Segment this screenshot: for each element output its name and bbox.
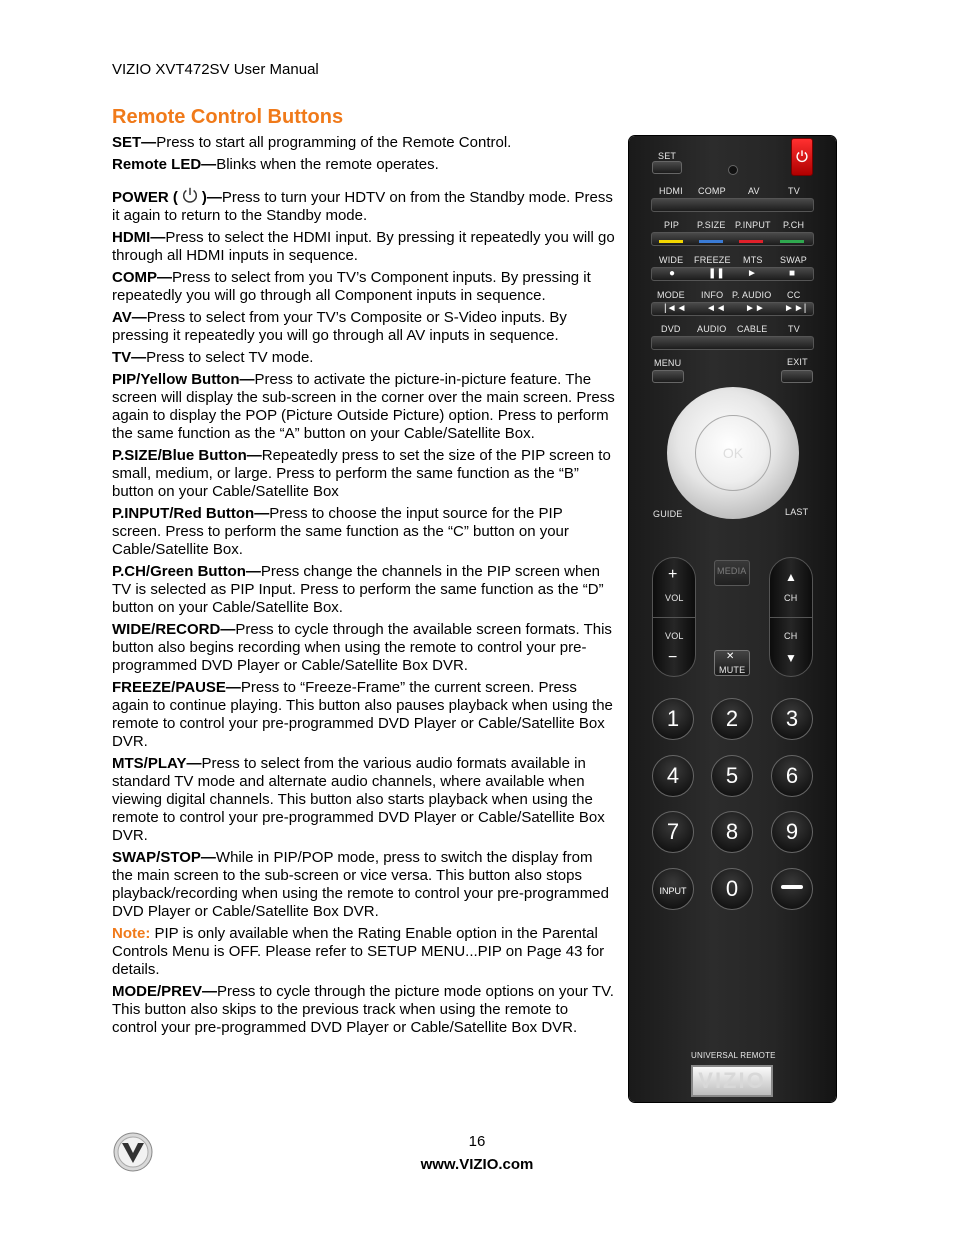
media-button: [714, 560, 750, 586]
menu-label: MENU: [654, 358, 682, 368]
pip-label: PIP: [664, 220, 680, 230]
cc-label: CC: [787, 290, 801, 300]
tv-mode-label: TV: [788, 324, 800, 334]
record-icon: ●: [669, 268, 676, 279]
input-button: [652, 868, 694, 910]
blue-stripe: [699, 240, 723, 243]
item-psize: P.SIZE/Blue Button—Repeatedly press to set the size of the PIP screen to small, medium, or large. Press to perform the same function as the “B” button on your Cable/Satellite Box: [112, 447, 611, 500]
menu-button: [652, 370, 684, 383]
ok-button: OK: [695, 415, 771, 491]
item-mts: MTS/PLAY—Press to select from the various audio formats available in standard TV mode and alternate audio channels, where available when viewing digital channels. This button also starts playback when using the remote to control your pre-programmed DVD Player or Cable/Satellite Box DVR.: [112, 755, 605, 844]
pch-label: P.CH: [783, 220, 805, 230]
note: Note: PIP is only available when the Rating Enable option in the Parental Controls Menu is OFF. Please refer to SETUP MENU...PIP on Page 43 for details.: [112, 925, 605, 978]
digit-7-button: 7: [652, 811, 694, 853]
item-pip: PIP/Yellow Button—Press to activate the picture-in-picture feature. The screen will display the sub-screen in the corner over the main screen. Press again to display the POP (Picture Outside Picture) option. Press to perform the same function as the “A” button on your Cable/Satellite Box.: [112, 371, 615, 442]
audio-label: AUDIO: [697, 324, 727, 334]
directional-pad: [667, 387, 799, 519]
stop-icon: ■: [789, 268, 796, 279]
item-freeze: FREEZE/PAUSE—Press to “Freeze-Frame” the current screen. Press again to continue playing. This button also pauses playback when using the remote to control your pre-programmed DVD Player or Cable/Satellite Box DVR.: [112, 679, 613, 750]
wide-label: WIDE: [659, 255, 684, 265]
exit-button: [781, 370, 813, 383]
item-comp: COMP—Press to select from you TV’s Component inputs. By pressing it repeatedly you will go through all Component inputs in sequence.: [112, 269, 591, 304]
item-mode: MODE/PREV—Press to cycle through the picture mode options on your TV. This button also skips to the previous track when using the remote to control your pre-programmed DVD Player or Cable/Satellite Box DVR.: [112, 983, 614, 1036]
channel-up-icon: ▲: [785, 570, 797, 584]
vol-down-label: VOL: [665, 631, 684, 641]
item-pch: P.CH/Green Button—Press change the channels in the PIP screen when TV is selected as PIP Input. Press to perform the same function as the “D” button on your Cable/Satellite Box.: [112, 563, 604, 616]
digit-4-button: 4: [652, 755, 694, 797]
item-remote-led: Remote LED—Blinks when the remote operates.: [112, 156, 439, 173]
digit-6-button: 6: [771, 755, 813, 797]
guide-label: GUIDE: [653, 509, 683, 519]
power-button: [791, 138, 813, 176]
dvd-label: DVD: [661, 324, 681, 334]
volume-rocker: [652, 557, 696, 677]
footer-url: www.VIZIO.com: [420, 1156, 534, 1173]
volume-up-icon: +: [668, 566, 678, 583]
volume-down-icon: −: [668, 649, 678, 666]
next-icon: ►►|: [784, 303, 807, 314]
digit-2-button: 2: [711, 698, 753, 740]
fast-forward-icon: ►►: [745, 303, 765, 314]
set-button: [652, 161, 682, 174]
exit-label: EXIT: [787, 357, 808, 367]
mode-label: MODE: [657, 290, 685, 300]
rewind-icon: ◄◄: [706, 303, 726, 314]
remote-led: [728, 165, 738, 175]
vol-up-label: VOL: [665, 593, 684, 603]
channel-down-icon: ▼: [785, 651, 797, 665]
tv-label: TV: [788, 186, 800, 196]
item-power: POWER ( )—Press to turn your HDTV on from the Standby mode. Press it again to return to the Standby mode.: [112, 186, 615, 225]
digit-0-button: 0: [711, 868, 753, 910]
button-descriptions: [112, 134, 615, 1041]
dash-button: [771, 868, 813, 910]
pause-icon: ❚❚: [708, 268, 725, 279]
digit-1-button: 1: [652, 698, 694, 740]
device-buttons-bar: [651, 336, 814, 350]
last-label: LAST: [785, 507, 809, 517]
yellow-stripe: [659, 240, 683, 243]
red-stripe: [739, 240, 763, 243]
play-icon: ►: [747, 268, 757, 279]
ch-down-label: CH: [784, 631, 798, 641]
freeze-label: FREEZE: [694, 255, 731, 265]
item-tv: TV—Press to select TV mode.: [112, 349, 314, 366]
item-wide: WIDE/RECORD—Press to cycle through the available screen formats. This button also begins recording when using the remote to control your pre-programmed DVD Player or Cable/Satellite Box DVR.: [112, 621, 612, 674]
item-av: AV—Press to select from your TV’s Composite or S-Video inputs. By pressing it repeatedly you will go through all AV inputs in sequence.: [112, 309, 567, 344]
comp-label: COMP: [698, 186, 726, 196]
hdmi-label: HDMI: [659, 186, 683, 196]
item-swap: SWAP/STOP—While in PIP/POP mode, press to switch the display from the main screen to the sub-screen or vice versa. This button also stops playback/recording when using the remote to control your pre-programmed DVD Player or Cable/Satellite Box DVR.: [112, 849, 609, 920]
power-icon: [181, 186, 199, 204]
digit-5-button: 5: [711, 755, 753, 797]
input-buttons-bar: [651, 198, 814, 212]
digit-3-button: 3: [771, 698, 813, 740]
pip-buttons-bar: [651, 232, 814, 246]
power-icon: [795, 149, 809, 163]
pinput-label: P.INPUT: [735, 220, 771, 230]
item-pinput: P.INPUT/Red Button—Press to choose the input source for the PIP screen. Press to perform the same function as the “C” button on your Cable/Satellite Box.: [112, 505, 569, 558]
vizio-brand-badge: VIZIO: [691, 1065, 773, 1097]
digit-9-button: 9: [771, 811, 813, 853]
prev-icon: |◄◄: [664, 303, 687, 314]
ch-up-label: CH: [784, 593, 798, 603]
mute-label: MUTE: [719, 665, 746, 675]
mute-icon: ✕: [726, 651, 735, 662]
section-title: Remote Control Buttons: [112, 106, 344, 128]
input-label: INPUT: [659, 886, 687, 896]
item-hdmi: HDMI—Press to select the HDMI input. By pressing it repeatedly you will go through all HDMI inputs in sequence.: [112, 229, 615, 264]
mts-label: MTS: [743, 255, 763, 265]
cable-label: CABLE: [737, 324, 768, 334]
item-set: SET—Press to start all programming of the Remote Control.: [112, 134, 512, 151]
paudio-label: P. AUDIO: [732, 290, 772, 300]
dash-icon: [781, 885, 803, 889]
digit-8-button: 8: [711, 811, 753, 853]
av-label: AV: [748, 186, 760, 196]
doc-header: VIZIO XVT472SV User Manual: [112, 61, 319, 78]
page-number: 16: [468, 1133, 486, 1150]
psize-label: P.SIZE: [697, 220, 726, 230]
channel-rocker: [769, 557, 813, 677]
set-label: SET: [658, 151, 677, 161]
swap-label: SWAP: [780, 255, 807, 265]
info-label: INFO: [701, 290, 724, 300]
remote-illustration: [629, 136, 836, 1102]
green-stripe: [780, 240, 804, 243]
universal-remote-label: UNIVERSAL REMOTE: [691, 1051, 776, 1060]
